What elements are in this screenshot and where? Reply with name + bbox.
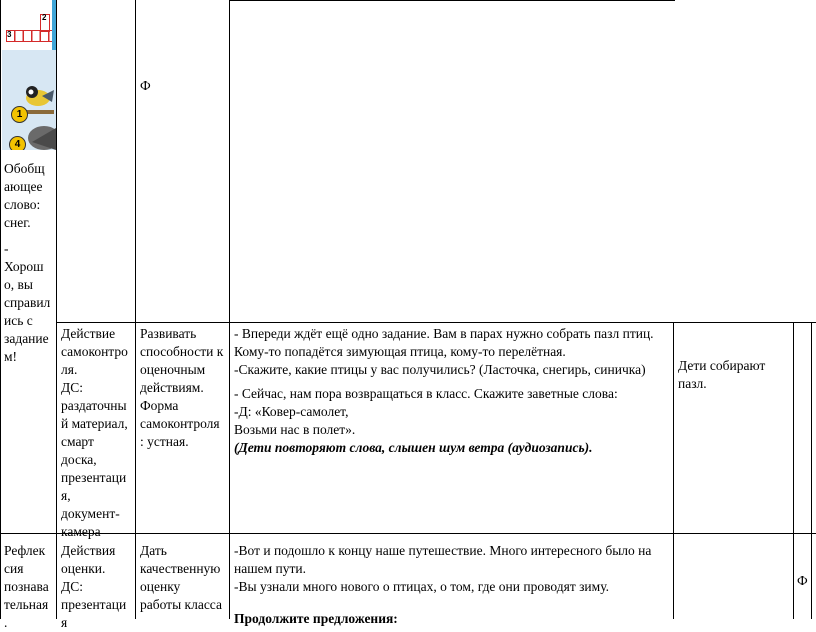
text-line: я,: [61, 488, 71, 503]
text-line: оценку: [140, 579, 181, 594]
reflection-text-cell: [234, 542, 651, 628]
text-line: ля.: [61, 362, 78, 377]
text-line: доска,: [61, 452, 97, 467]
text-line: Хорош: [4, 259, 44, 274]
text-line: смарт: [61, 434, 94, 449]
text-line: й материал,: [61, 416, 128, 431]
text-line: Развивать: [140, 326, 197, 341]
text-line: камера: [61, 524, 101, 539]
text-line: ДС:: [61, 579, 83, 594]
text-line: -: [4, 241, 9, 256]
teacher-text-cell: [234, 325, 654, 457]
text-line: я: [61, 615, 68, 630]
text-line: познава: [4, 579, 49, 594]
form-mark: Ф: [140, 78, 151, 93]
text-line: способности к: [140, 344, 224, 359]
text-line: работы класса: [140, 597, 222, 612]
text-line: пазл.: [678, 376, 707, 391]
self-control-action-cell: [61, 325, 128, 541]
badge-1: 1: [11, 106, 28, 123]
text-line: Возьми нас в полет».: [234, 422, 356, 437]
text-line: Обобщ: [4, 161, 45, 176]
crossword-number-3: 3: [7, 30, 12, 39]
evaluation-goal-cell: [140, 542, 222, 614]
text-line: снег.: [4, 215, 31, 230]
badge-4: 4: [9, 136, 26, 150]
text-line: справил: [4, 295, 51, 310]
text-line: .: [4, 615, 8, 630]
text-line: о, вы: [4, 277, 33, 292]
titmouse-icon: [2, 50, 56, 150]
text-line: раздаточны: [61, 398, 127, 413]
text-line: ДС:: [61, 380, 83, 395]
text-line: презентаци: [61, 470, 127, 485]
text-line: Дать: [140, 543, 167, 558]
text-line: Дети собирают: [678, 358, 766, 373]
text-line: оценки.: [61, 561, 106, 576]
text-line: сия: [4, 561, 24, 576]
text-line: документ-: [61, 506, 120, 521]
text-line: -Вот и подошло к концу наше путешествие. Много интересного было на: [234, 543, 652, 558]
text-line: оценочным: [140, 362, 206, 377]
text-line: - Впереди ждёт ещё одно задание. Вам в парах нужно собрать пазл птиц.: [234, 326, 654, 341]
text-line: тельная: [4, 597, 49, 612]
text-line: : устная.: [140, 434, 189, 449]
text-line: Действия: [61, 543, 116, 558]
crossword-number-2: 2: [42, 13, 47, 22]
text-line: действиям.: [140, 380, 204, 395]
form-mark-row3: Ф: [797, 573, 808, 588]
generalizing-word-cell: [4, 160, 56, 366]
text-line: Действие: [61, 326, 116, 341]
text-line: -Д: «Ковер-самолет,: [234, 404, 349, 419]
text-line: -Скажите, какие птицы у вас получились? (Ласточка, снегирь, синичка): [234, 362, 646, 377]
goal-cell: [140, 325, 223, 451]
text-line: ающее: [4, 179, 43, 194]
crossword-bird-picture: [2, 0, 56, 150]
text-line: слово:: [4, 197, 41, 212]
student-activity-cell: [678, 357, 765, 393]
text-line: презентаци: [61, 597, 127, 612]
text-line: Кому-то попадётся зимующая птица, кому-то перелётная.: [234, 344, 566, 359]
text-line: ись с: [4, 313, 33, 328]
text-line: м!: [4, 349, 18, 364]
text-line: самоконтроля: [140, 416, 220, 431]
stage-direction: (Дети повторяют слова, слышен шум ветра (аудиозапись).: [234, 440, 593, 455]
text-line: самоконтро: [61, 344, 128, 359]
text-line: задание: [4, 331, 49, 346]
text-line: нашем пути.: [234, 561, 306, 576]
text-line: качественную: [140, 561, 221, 576]
text-line: -Вы узнали много нового о птицах, о том, где они проводят зиму.: [234, 579, 609, 594]
text-line: - Сейчас, нам пора возвращаться в класс. Скажите заветные слова:: [234, 386, 618, 401]
continue-sentences-heading: Продолжите предложения:: [234, 611, 398, 626]
text-line: Рефлек: [4, 543, 46, 558]
text-line: Форма: [140, 398, 179, 413]
